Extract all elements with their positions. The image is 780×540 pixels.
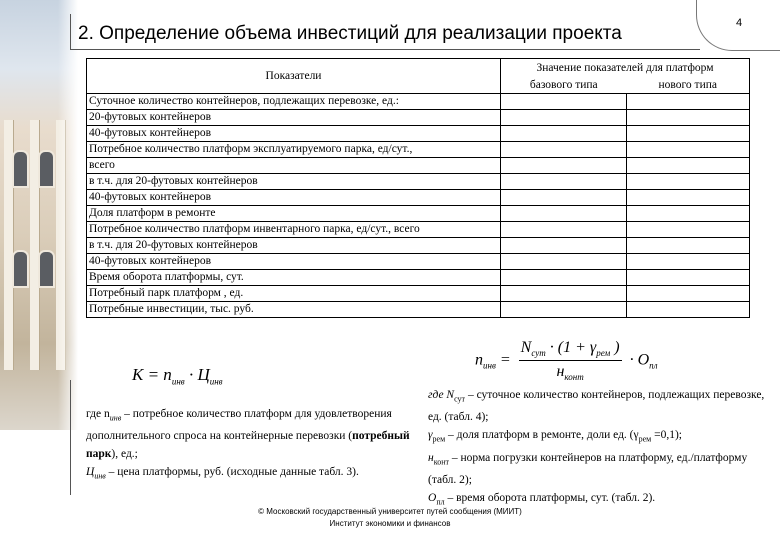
slide-title: 2. Определение объема инвестиций для реализации проекта bbox=[78, 23, 622, 44]
title-divider-vertical bbox=[70, 14, 71, 50]
investment-formula: $K = n_{инв} \cdot Ц_{инв}$ bbox=[132, 365, 223, 387]
table-row: всего bbox=[87, 158, 750, 174]
page-number: 4 bbox=[736, 17, 743, 29]
table-row: 40-футовых контейнеров bbox=[87, 254, 750, 270]
table-row: Суточное количество контейнеров, подлежащих перевозке, ед.: bbox=[87, 94, 750, 110]
footer-line-2: Институт экономики и финансов bbox=[329, 519, 451, 528]
table-row: Потребное количество платформ эксплуатируемого парка, ед/сут., bbox=[87, 142, 750, 158]
table-row: 20-футовых контейнеров bbox=[87, 110, 750, 126]
left-border-line bbox=[70, 380, 71, 495]
col-new-header: нового типа bbox=[627, 76, 750, 94]
table-row: Потребные инвестиции, тыс. руб. bbox=[87, 302, 750, 318]
col-values-header: Значение показателей для платформ bbox=[501, 59, 750, 77]
footer bbox=[170, 506, 610, 530]
footer-line-1: © Московский государственный университет путей сообщения (МИИТ) bbox=[258, 507, 522, 516]
table-row: Доля платформ в ремонте bbox=[87, 206, 750, 222]
table-row: в т.ч. для 20-футовых контейнеров bbox=[87, 174, 750, 190]
title-underline bbox=[70, 49, 700, 50]
table-row: 40-футовых контейнеров bbox=[87, 126, 750, 142]
col-base-header: базового типа bbox=[501, 76, 627, 94]
right-description: где $N_{сут}$ – суточное количество контейнеров, подлежащих перевозке, ед. (табл. 4); $\gamma_{рем}$ – доля платформ в ремонте, доли ед. $(\gamma_{рем} =0,1)$; $н_{конт}$ – норма погрузки контейнеров на платформу, ед./платформу (табл. 2); $О_{пл}$ – время оборота платформы, сут. (табл. 2). bbox=[428, 389, 765, 507]
table-row: в т.ч. для 20-футовых контейнеров bbox=[87, 238, 750, 254]
table-row: Потребный парк платформ , ед. bbox=[87, 286, 750, 302]
left-description: где $n_{инв}$ – потребное количество платформ для удовлетворения дополнительного спроса на контейнерные перевозки (потребный парк), ед.; $Ц_{инв}$ – цена платформы, руб. (исходные данные табл. 3). bbox=[86, 408, 410, 481]
indicators-table bbox=[86, 58, 750, 318]
table-row: Время оборота платформы, сут. bbox=[87, 270, 750, 286]
fleet-formula: $n_{инв}$ = $\frac{N_{сут} \cdot (1 + \gamma_{рем} )}{н_{конт}}$ · $O_{пл}$ bbox=[475, 339, 658, 383]
table-row: Потребное количество платформ инвентарного парка, ед/сут., всего bbox=[87, 222, 750, 238]
col-indicators-header: Показатели bbox=[87, 59, 501, 94]
table-row: 40-футовых контейнеров bbox=[87, 190, 750, 206]
building-photo bbox=[0, 0, 78, 430]
